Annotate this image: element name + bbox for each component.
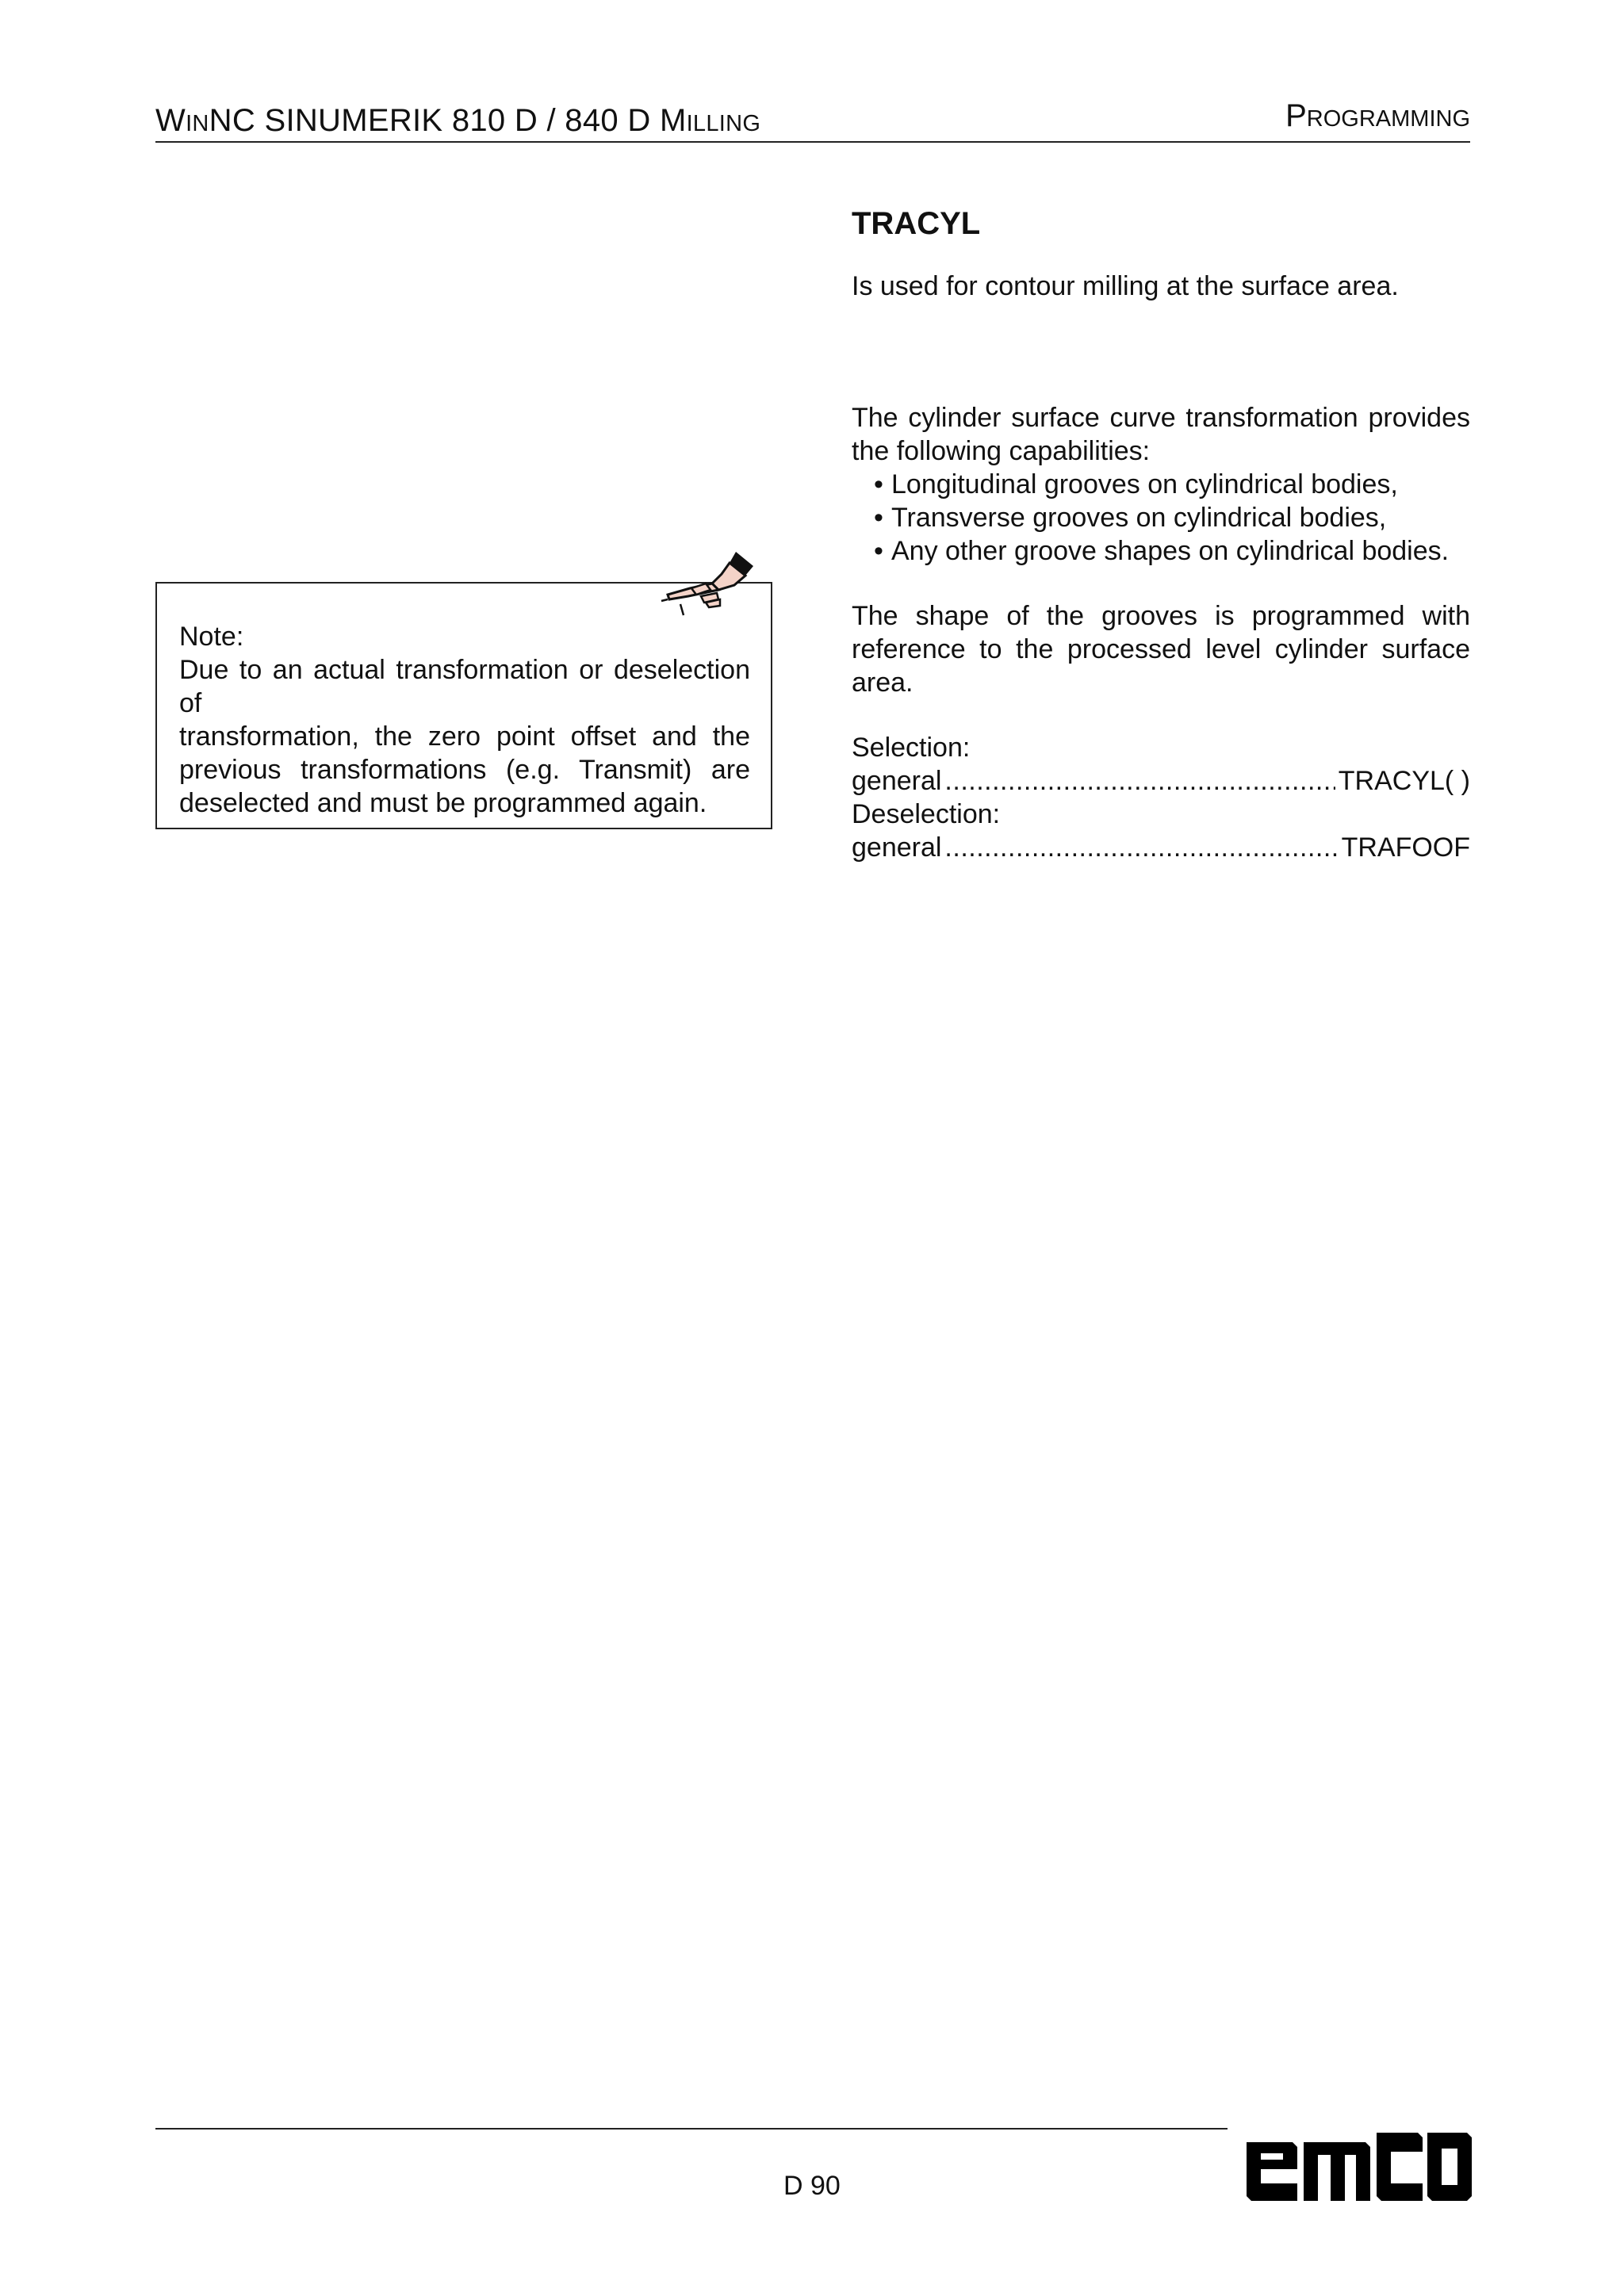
- header-seg-4: ILLING: [686, 111, 761, 136]
- selection-row-value: TRACYL( ): [1338, 766, 1470, 796]
- note-line-3: previous transformations (e.g. Transmit) are: [179, 755, 750, 785]
- header-right-seg-1: ROGRAMMING: [1306, 106, 1470, 132]
- bullet-icon: •: [874, 536, 883, 566]
- list-item: [852, 534, 1470, 568]
- selection-label: Selection:: [852, 733, 971, 763]
- list-item-text: Transverse grooves on cylindrical bodies,: [891, 503, 1387, 533]
- dot-leader: [944, 764, 1335, 798]
- note-text: [179, 620, 750, 820]
- list-item: [852, 468, 1470, 501]
- bullet-icon: •: [874, 469, 883, 499]
- capabilities-line-1: The cylinder surface curve transformation provides: [852, 403, 1470, 433]
- header-seg-1: IN: [186, 111, 209, 136]
- section-title: TRACYL: [852, 206, 981, 241]
- capabilities-line-2: the following capabilities:: [852, 436, 1151, 466]
- list-item: [852, 501, 1470, 534]
- shape-line-2: reference to the processed level cylinder surface: [852, 634, 1470, 664]
- footer-divider: [155, 2128, 1228, 2130]
- bullet-icon: •: [874, 503, 883, 533]
- emco-logo: [1247, 2128, 1472, 2201]
- selection-row-label: general: [852, 766, 942, 796]
- selection-row: [852, 764, 1470, 798]
- header-seg-2: NC SINUMERIK 810 D / 840 D: [209, 103, 660, 138]
- dot-leader: [944, 831, 1338, 864]
- page-number: D 90: [783, 2171, 841, 2201]
- deselection-row-label: general: [852, 832, 942, 863]
- document-header-section: [1285, 97, 1470, 138]
- deselection-row: [852, 831, 1470, 864]
- shape-line-3: area.: [852, 668, 914, 698]
- document-header-title: [155, 101, 760, 143]
- list-item-text: Longitudinal grooves on cylindrical bodies,: [891, 469, 1398, 499]
- note-line-1: Due to an actual transformation or deselection of: [179, 655, 750, 718]
- note-line-4: deselected and must be programmed again.: [179, 788, 707, 818]
- deselection-row-value: TRAFOOF: [1341, 832, 1470, 863]
- pointing-hand-icon: [660, 549, 760, 617]
- shape-line-1: The shape of the grooves is programmed with: [852, 601, 1470, 631]
- note-line-2: transformation, the zero point offset and the: [179, 721, 750, 752]
- header-right-seg-0: P: [1285, 98, 1307, 133]
- header-divider: [155, 141, 1470, 143]
- groove-shape-paragraph: [852, 599, 1470, 699]
- note-label: Note:: [179, 622, 244, 652]
- header-seg-3: M: [659, 103, 687, 138]
- deselection-label: Deselection:: [852, 799, 1001, 829]
- selection-block: [852, 731, 1470, 864]
- capabilities-list: [852, 468, 1470, 568]
- header-seg-0: W: [155, 103, 186, 138]
- section-intro: Is used for contour milling at the surface area.: [852, 271, 1399, 301]
- list-item-text: Any other groove shapes on cylindrical bodies.: [891, 536, 1450, 566]
- capabilities-paragraph: [852, 401, 1470, 468]
